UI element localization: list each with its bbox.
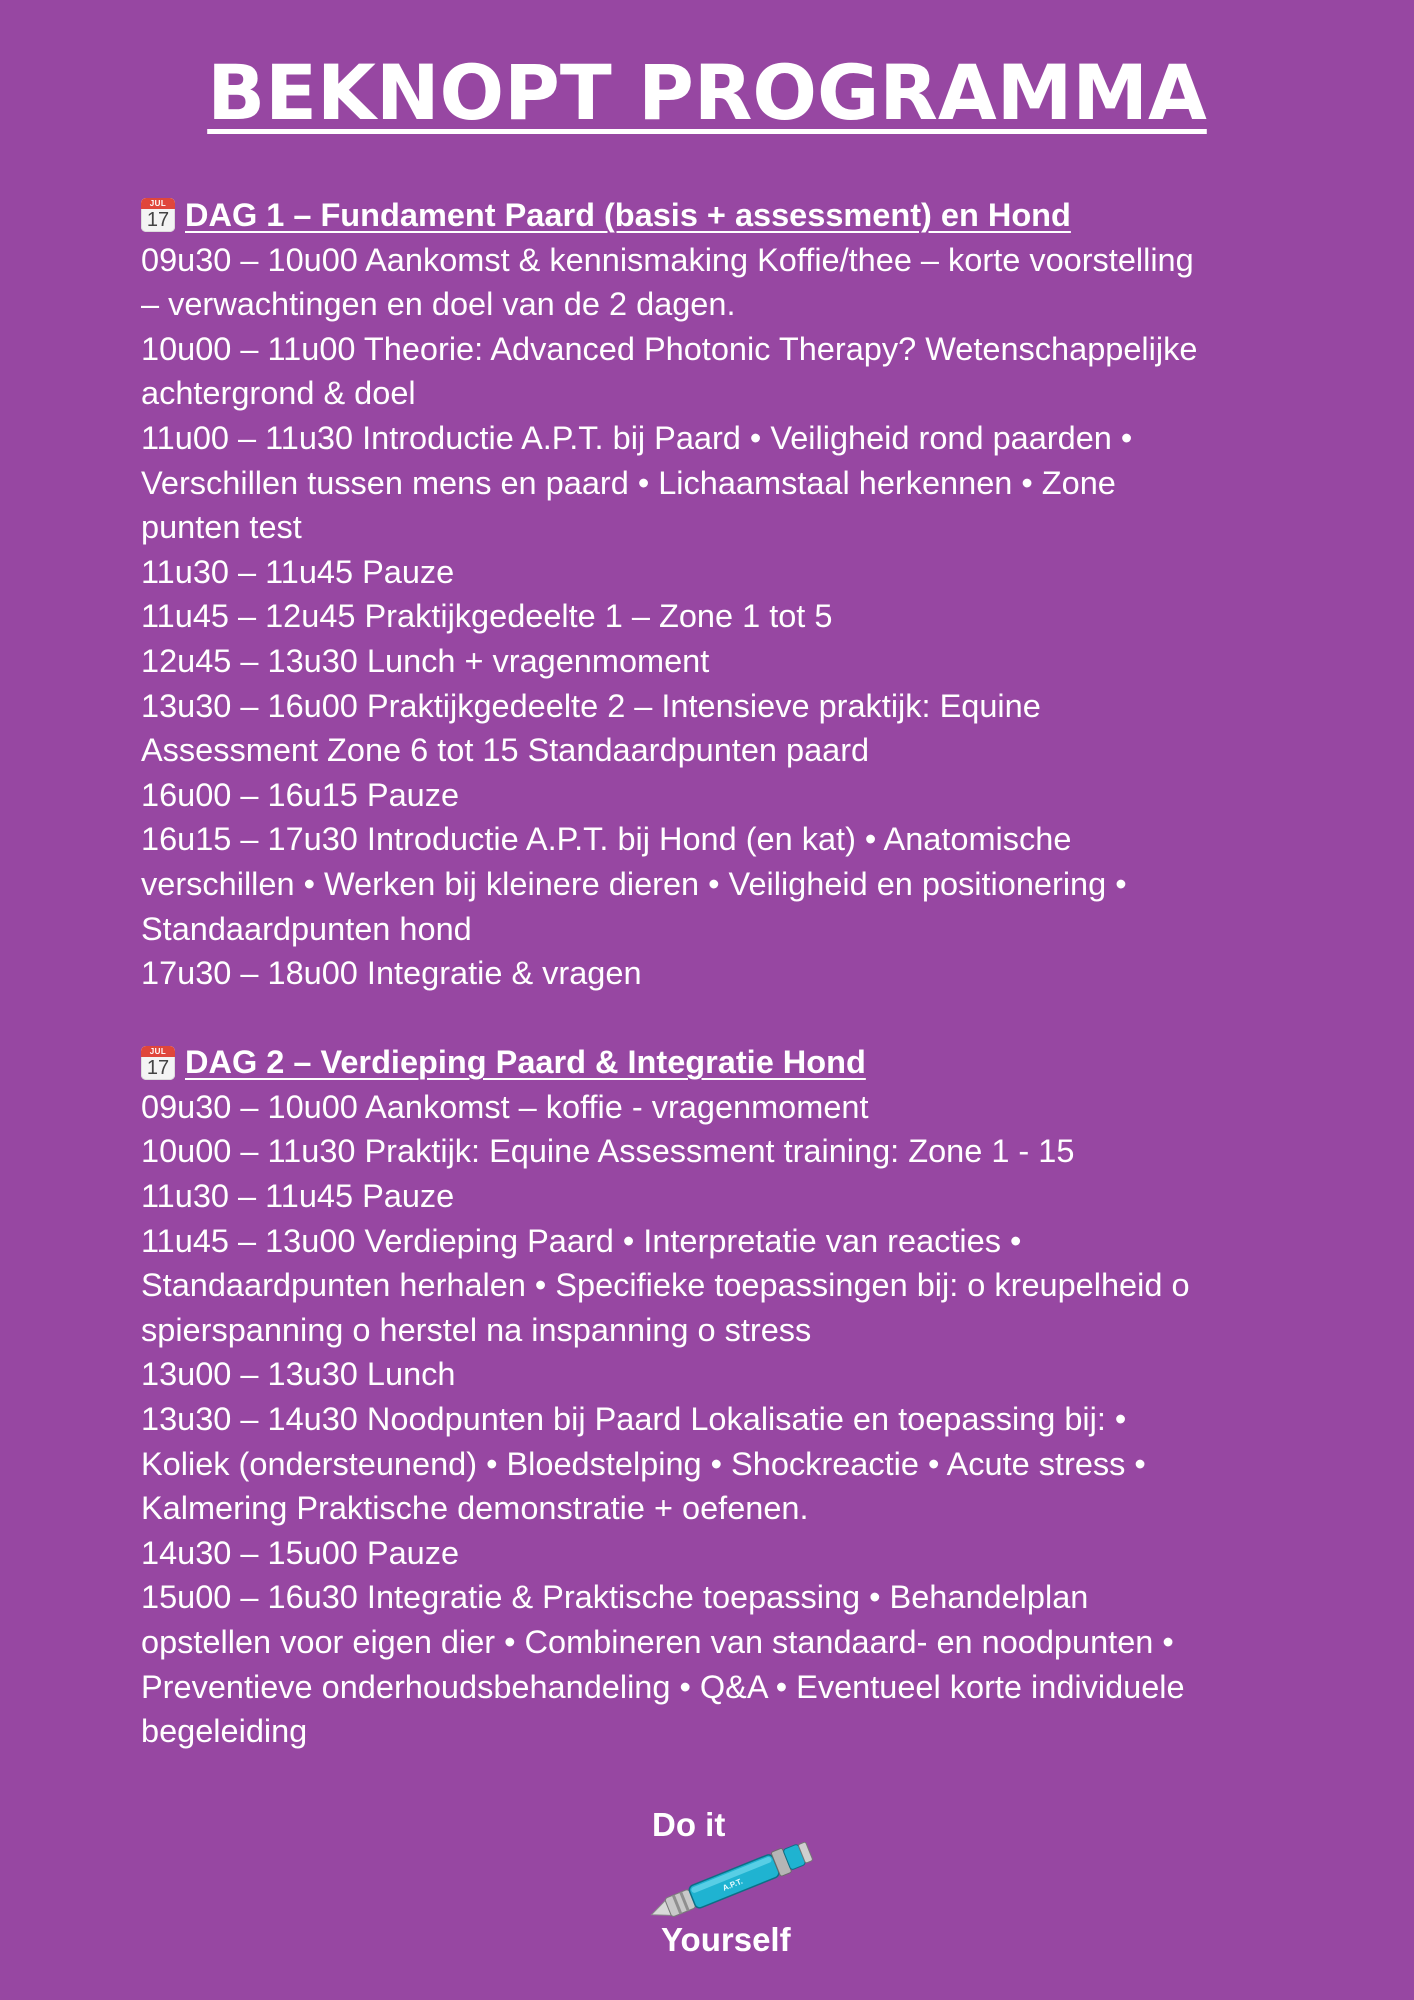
calendar-icon: JUL 17 [141,198,175,232]
schedule-line: 10u00 – 11u30 Praktijk: Equine Assessment training: Zone 1 - 15 [141,1133,1075,1170]
schedule-line: verschillen • Werken bij kleinere dieren • Veiligheid en positionering • [141,865,1127,902]
schedule-line: 11u30 – 11u45 Pauze [141,1178,455,1215]
schedule-line: 17u30 – 18u00 Integratie & vragen [141,955,642,992]
schedule-line: 13u00 – 13u30 Lunch [141,1356,456,1393]
day-1-heading [141,193,1321,238]
schedule-line: 13u30 – 16u00 Praktijkgedeelte 2 – Intensieve praktijk: Equine [141,687,1041,724]
schedule-line: Verschillen tussen mens en paard • Lichaamstaal herkennen • Zone [141,464,1116,501]
schedule-line: 16u00 – 16u15 Pauze [141,776,460,813]
day-1-heading-text: DAG 1 – Fundament Paard (basis + assessment) en Hond [185,197,1071,233]
schedule-line: 11u00 – 11u30 Introductie A.P.T. bij Paard • Veiligheid rond paarden • [141,419,1133,456]
day-1-schedule [141,238,1321,996]
schedule-line: 11u30 – 11u45 Pauze [141,553,455,590]
schedule-line: achtergrond & doel [141,375,416,412]
schedule-line: 16u15 – 17u30 Introductie A.P.T. bij Hond (en kat) • Anatomische [141,821,1072,858]
logo-text-do-it: Do it [652,1806,726,1843]
schedule-line: 12u45 – 13u30 Lunch + vragenmoment [141,642,710,679]
device-label: A.P.T. [721,1876,744,1893]
schedule-line: 09u30 – 10u00 Aankomst & kennismaking Koffie/thee – korte voorstelling [141,241,1194,278]
day-2-heading-text: DAG 2 – Verdieping Paard & Integratie Hond [185,1044,866,1081]
schedule-line: Standaardpunten herhalen • Specifieke toepassingen bij: o kreupelheid o [141,1267,1190,1304]
schedule-line: begeleiding [141,1713,308,1750]
page-title: BEKNOPT PROGRAMMA [207,48,1207,137]
schedule-line: 14u30 – 15u00 Pauze [141,1534,460,1571]
schedule-line: 09u30 – 10u00 Aankomst – koffie - vragenmoment [141,1088,869,1125]
schedule-line: 10u00 – 11u00 Theorie: Advanced Photonic Therapy? Wetenschappelijke [141,330,1198,367]
schedule-line: 11u45 – 13u00 Verdieping Paard • Interpretatie van reacties • [141,1222,1022,1259]
day-2-schedule [141,1085,1321,1754]
calendar-icon: JUL 17 [141,1046,175,1080]
schedule-line: opstellen voor eigen dier • Combineren van standaard- en noodpunten • [141,1624,1174,1660]
schedule-line: Koliek (ondersteunend) • Bloedstelping • Shockreactie • Acute stress • [141,1445,1146,1482]
day-spacer [141,996,1321,1041]
do-it-yourself-logo [615,1805,835,1965]
apt-device-icon [625,1831,845,1931]
schedule-line: Preventieve onderhoudsbehandeling • Q&A • Eventueel korte individuele [141,1668,1185,1705]
schedule-line: 15u00 – 16u30 Integratie & Praktische toepassing • Behandelplan [141,1579,1089,1616]
logo-text-yourself: Yourself [661,1921,791,1958]
program-content [141,193,1321,1754]
schedule-line: punten test [141,509,302,546]
schedule-line: Assessment Zone 6 tot 15 Standaardpunten paard [141,732,870,769]
day-2-heading [141,1040,1321,1085]
schedule-line: 11u45 – 12u45 Praktijkgedeelte 1 – Zone 1 tot 5 [141,598,833,635]
schedule-line: – verwachtingen en doel van de 2 dagen. [141,286,736,323]
schedule-line: 13u30 – 14u30 Noodpunten bij Paard Lokalisatie en toepassing bij: • [141,1401,1127,1438]
schedule-line: spierspanning o herstel na inspanning o stress [141,1311,812,1348]
schedule-line: Kalmering Praktische demonstratie + oefenen. [141,1490,809,1527]
schedule-line: Standaardpunten hond [141,910,472,947]
